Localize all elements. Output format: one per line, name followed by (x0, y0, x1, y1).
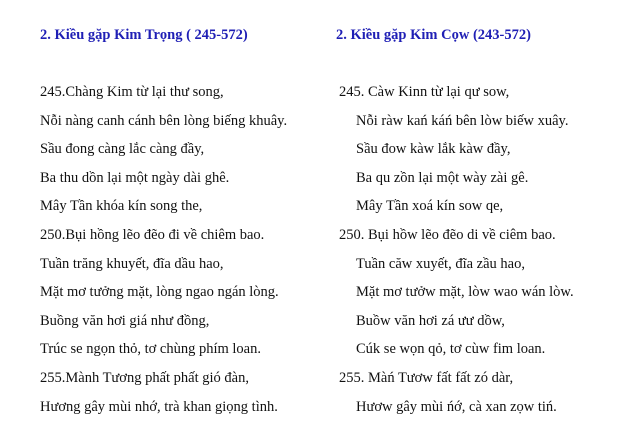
verse-line: Hươw gây mùi ńớ, cà xan zọw tiń. (356, 398, 557, 415)
verse-line: Mây Tần khóa kín song the, (40, 198, 203, 215)
verse-line: Mặt mơ tưởw mặt, lòw wao wán lòw. (356, 284, 574, 301)
verse-line: Sầu đong càng lắc càng đầy, (40, 141, 205, 158)
verse-line: Buồw văn hơi zá ưư dồw, (356, 312, 505, 329)
verse-line: Trúc se ngọn thỏ, tơ chùng phím loan. (40, 341, 261, 358)
verse-line: Tuần căw xuyết, đĩa zầu hao, (356, 255, 525, 272)
verse-line: 245.Chàng Kim từ lại thư song, (40, 84, 224, 100)
verse-line: 255.Mành Tương phất phất gió đàn, (40, 369, 249, 386)
right-verse-list (336, 82, 574, 425)
verse-line: Nỗi nàng canh cánh bên lòng biếng khuây. (40, 112, 288, 129)
verse-line: Sầu đow kàw lắk kàw đầy, (356, 141, 511, 158)
verse-line: 250. Bụi hồw lẽo đẽo di về ciêm bao. (339, 226, 556, 243)
verse-line: Ba qu zồn lại một wày zài gê. (356, 169, 529, 186)
verse-line: Buồng văn hơi giá như đồng, (40, 312, 210, 329)
verse-line: Ba thu dồn lại một ngày dài ghê. (40, 169, 230, 186)
verse-line: 255. Màń Tươw fất fất zó dàr, (339, 369, 514, 386)
left-verse-list (40, 82, 287, 425)
left-heading: 2. Kiều gặp Kim Trọng ( 245-572) (40, 27, 248, 43)
verse-line: Nỗi ràw kań káń bên lòw biếw xuây. (356, 112, 569, 129)
verse-line: Mặt mơ tưởng mặt, lòng ngao ngán lòng. (40, 284, 279, 301)
verse-line: 250.Bụi hồng lẽo đẽo đi về chiêm bao. (40, 226, 265, 243)
verse-line: Cúk se wọn qỏ, tơ cùw fim loan. (356, 341, 546, 358)
verse-line: Tuần trăng khuyết, đĩa dầu hao, (40, 255, 224, 272)
right-heading: 2. Kiều gặp Kim Cọw (243-572) (336, 27, 531, 43)
verse-line: 245. Càw Kinn từ lại qư sow, (339, 84, 510, 100)
verse-line: Mây Tần xoá kín sow qe, (356, 198, 504, 215)
verse-line: Hương gây mùi nhớ, trà khan giọng tình. (40, 398, 278, 415)
